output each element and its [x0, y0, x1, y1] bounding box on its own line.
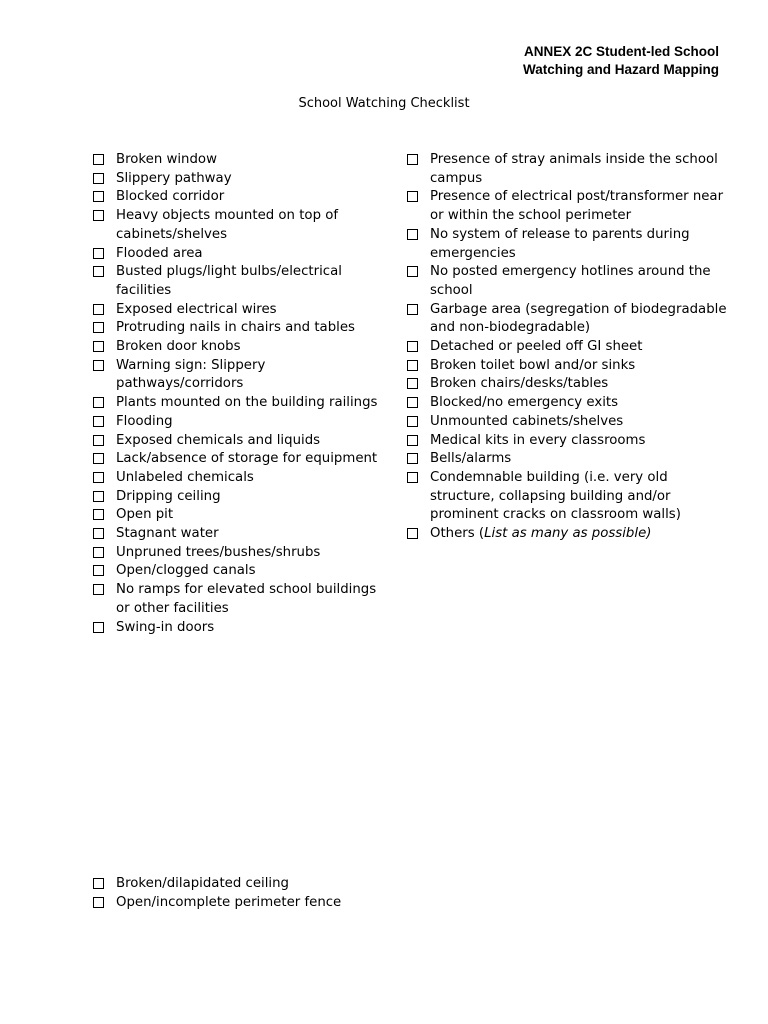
checklist-item-label: Exposed chemicals and liquids: [116, 432, 321, 448]
checklist-item-label: Open/clogged canals: [116, 563, 256, 579]
annex-line-2: Watching and Hazard Mapping: [522, 62, 719, 77]
checklist-item: [92, 151, 392, 170]
checkbox[interactable]: [93, 266, 104, 277]
checklist-item: [406, 394, 736, 413]
annex-heading: [523, 43, 719, 79]
checkbox[interactable]: [93, 878, 104, 889]
checklist-item: [92, 506, 392, 525]
checklist-item-label: Unlabeled chemicals: [116, 469, 254, 485]
checklist-item-label: Dripping ceiling: [116, 488, 221, 504]
checklist-item-label: Broken/dilapidated ceiling: [116, 876, 289, 891]
checklist-item-label: Flooding: [116, 413, 173, 429]
checklist-item-label: Blocked corridor: [116, 189, 225, 205]
checkbox[interactable]: [407, 360, 418, 371]
checkbox[interactable]: [93, 491, 104, 502]
checklist-item: [92, 469, 392, 488]
checklist-item-label: Heavy objects mounted on top of cabinets/shelves: [116, 208, 339, 242]
checkbox[interactable]: [93, 154, 104, 165]
checkbox[interactable]: [93, 435, 104, 446]
checklist-item: [92, 875, 392, 894]
checklist-item: [92, 207, 392, 244]
checklist-item-label: Broken chairs/desks/tables: [430, 376, 609, 392]
checklist-item: [406, 432, 736, 451]
checkbox[interactable]: [407, 528, 418, 539]
checklist-item-label: Exposed electrical wires: [116, 301, 277, 317]
checkbox[interactable]: [93, 341, 104, 352]
checkbox[interactable]: [407, 472, 418, 483]
checkbox[interactable]: [407, 191, 418, 202]
checkbox[interactable]: [93, 453, 104, 464]
checklist-item-label: Swing-in doors: [116, 619, 215, 635]
checklist-item: [406, 469, 736, 525]
checklist-item-label: Open pit: [116, 507, 174, 523]
checklist-item-label: Lack/absence of storage for equipment: [116, 451, 378, 467]
checkbox[interactable]: [93, 897, 104, 908]
checklist-item: [92, 544, 392, 563]
checklist-item-label: Broken window: [116, 152, 217, 167]
checklist-item: [92, 338, 392, 357]
checklist-item-label: Unmounted cabinets/shelves: [430, 413, 624, 429]
checkbox[interactable]: [93, 565, 104, 576]
checkbox[interactable]: [93, 547, 104, 558]
checklist-item: [92, 245, 392, 264]
checklist-item-label: No posted emergency hotlines around the school: [430, 264, 711, 298]
checkbox[interactable]: [407, 229, 418, 240]
checkbox[interactable]: [93, 322, 104, 333]
checkbox[interactable]: [93, 304, 104, 315]
others-note: List as many as possible): [484, 526, 652, 542]
checklist-item-label: Broken door knobs: [116, 339, 241, 355]
checklist-item: [406, 263, 736, 300]
checkbox[interactable]: [93, 472, 104, 483]
checklist-item-label: Medical kits in every classrooms: [430, 432, 646, 448]
checklist-item: [92, 170, 392, 189]
checkbox[interactable]: [93, 509, 104, 520]
checkbox[interactable]: [407, 304, 418, 315]
checkbox[interactable]: [93, 622, 104, 633]
checklist-item: [92, 301, 392, 320]
checklist-item-label: Flooded area: [116, 245, 203, 261]
checkbox[interactable]: [407, 453, 418, 464]
checklist-item: [92, 488, 392, 507]
checklist-item-label: Garbage area (segregation of biodegradable and non-biodegradable): [430, 301, 727, 336]
checklist-item-label: Detached or peeled off GI sheet: [430, 339, 643, 355]
checkbox[interactable]: [407, 397, 418, 408]
checkbox[interactable]: [407, 435, 418, 446]
checklist-item: [92, 432, 392, 451]
checklist-item-label: Slippery pathway: [116, 170, 232, 186]
checklist-item: [92, 525, 392, 544]
checklist-item: [92, 894, 392, 913]
annex-line-1: ANNEX 2C Student-led School: [523, 44, 719, 59]
checkbox[interactable]: [93, 584, 104, 595]
checklist-item-label: No ramps for elevated school buildings or other facilities: [116, 582, 377, 616]
checklist-item-label: Protruding nails in chairs and tables: [116, 320, 355, 336]
checkbox[interactable]: [407, 378, 418, 389]
checkbox[interactable]: [407, 416, 418, 427]
checklist-item-label: Stagnant water: [116, 526, 219, 542]
checklist-item-label: Blocked/no emergency exits: [430, 395, 619, 411]
checkbox[interactable]: [407, 266, 418, 277]
checkbox[interactable]: [93, 416, 104, 427]
checklist-item-label: Bells/alarms: [430, 451, 512, 467]
checklist-item: [406, 188, 736, 225]
checkbox[interactable]: [407, 341, 418, 352]
checklist-item: [92, 450, 392, 469]
checkbox[interactable]: [93, 191, 104, 202]
checklist-item: [92, 394, 392, 413]
checklist-item-label: No system of release to parents during emergencies: [430, 226, 690, 261]
checklist-item-label: Condemnable building (i.e. very old structure, collapsing building and/or prominent cracks on classroom walls): [430, 469, 681, 523]
checkbox[interactable]: [93, 210, 104, 221]
checklist-item: [406, 301, 736, 338]
checklist-item: [406, 413, 736, 432]
checklist-item: [406, 357, 736, 376]
checkbox[interactable]: [407, 154, 418, 165]
checklist-item: [406, 450, 736, 469]
checklist-item-label: Open/incomplete perimeter fence: [116, 894, 342, 910]
checkbox[interactable]: [93, 360, 104, 371]
checklist-item: [92, 562, 392, 581]
checklist-item-label: Presence of stray animals inside the school campus: [430, 152, 718, 186]
checkbox[interactable]: [93, 173, 104, 184]
checkbox[interactable]: [93, 528, 104, 539]
checklist-item-label: Presence of electrical post/transformer near or within the school perimeter: [430, 189, 724, 224]
checklist-item-label: Busted plugs/light bulbs/electrical facilities: [116, 264, 342, 298]
checklist-item-others: [406, 525, 736, 544]
checklist-item-label: Broken toilet bowl and/or sinks: [430, 357, 636, 373]
checklist-item: [92, 319, 392, 338]
checklist-item: [406, 338, 736, 357]
checklist-item: [92, 188, 392, 207]
checklist-bottom-column: [92, 875, 392, 912]
checklist-left-column: [92, 151, 392, 637]
checklist-item-label: Unpruned trees/bushes/shrubs: [116, 544, 321, 560]
checklist-item: [406, 226, 736, 263]
checklist-item: [92, 581, 392, 618]
checkbox[interactable]: [93, 397, 104, 408]
checklist-right-column: [406, 151, 736, 544]
checklist-item-label: Warning sign: Slippery pathways/corridors: [116, 357, 266, 392]
checklist-item: [92, 619, 392, 638]
checklist-item: [92, 357, 392, 394]
checklist-item: [92, 263, 392, 300]
page-title: School Watching Checklist: [298, 96, 470, 111]
checklist-item: [406, 151, 736, 188]
checkbox[interactable]: [93, 248, 104, 259]
checklist-item: [92, 413, 392, 432]
checklist-item-label: Plants mounted on the building railings: [116, 395, 378, 411]
others-label: Others (: [430, 526, 485, 542]
checklist-item: [406, 375, 736, 394]
